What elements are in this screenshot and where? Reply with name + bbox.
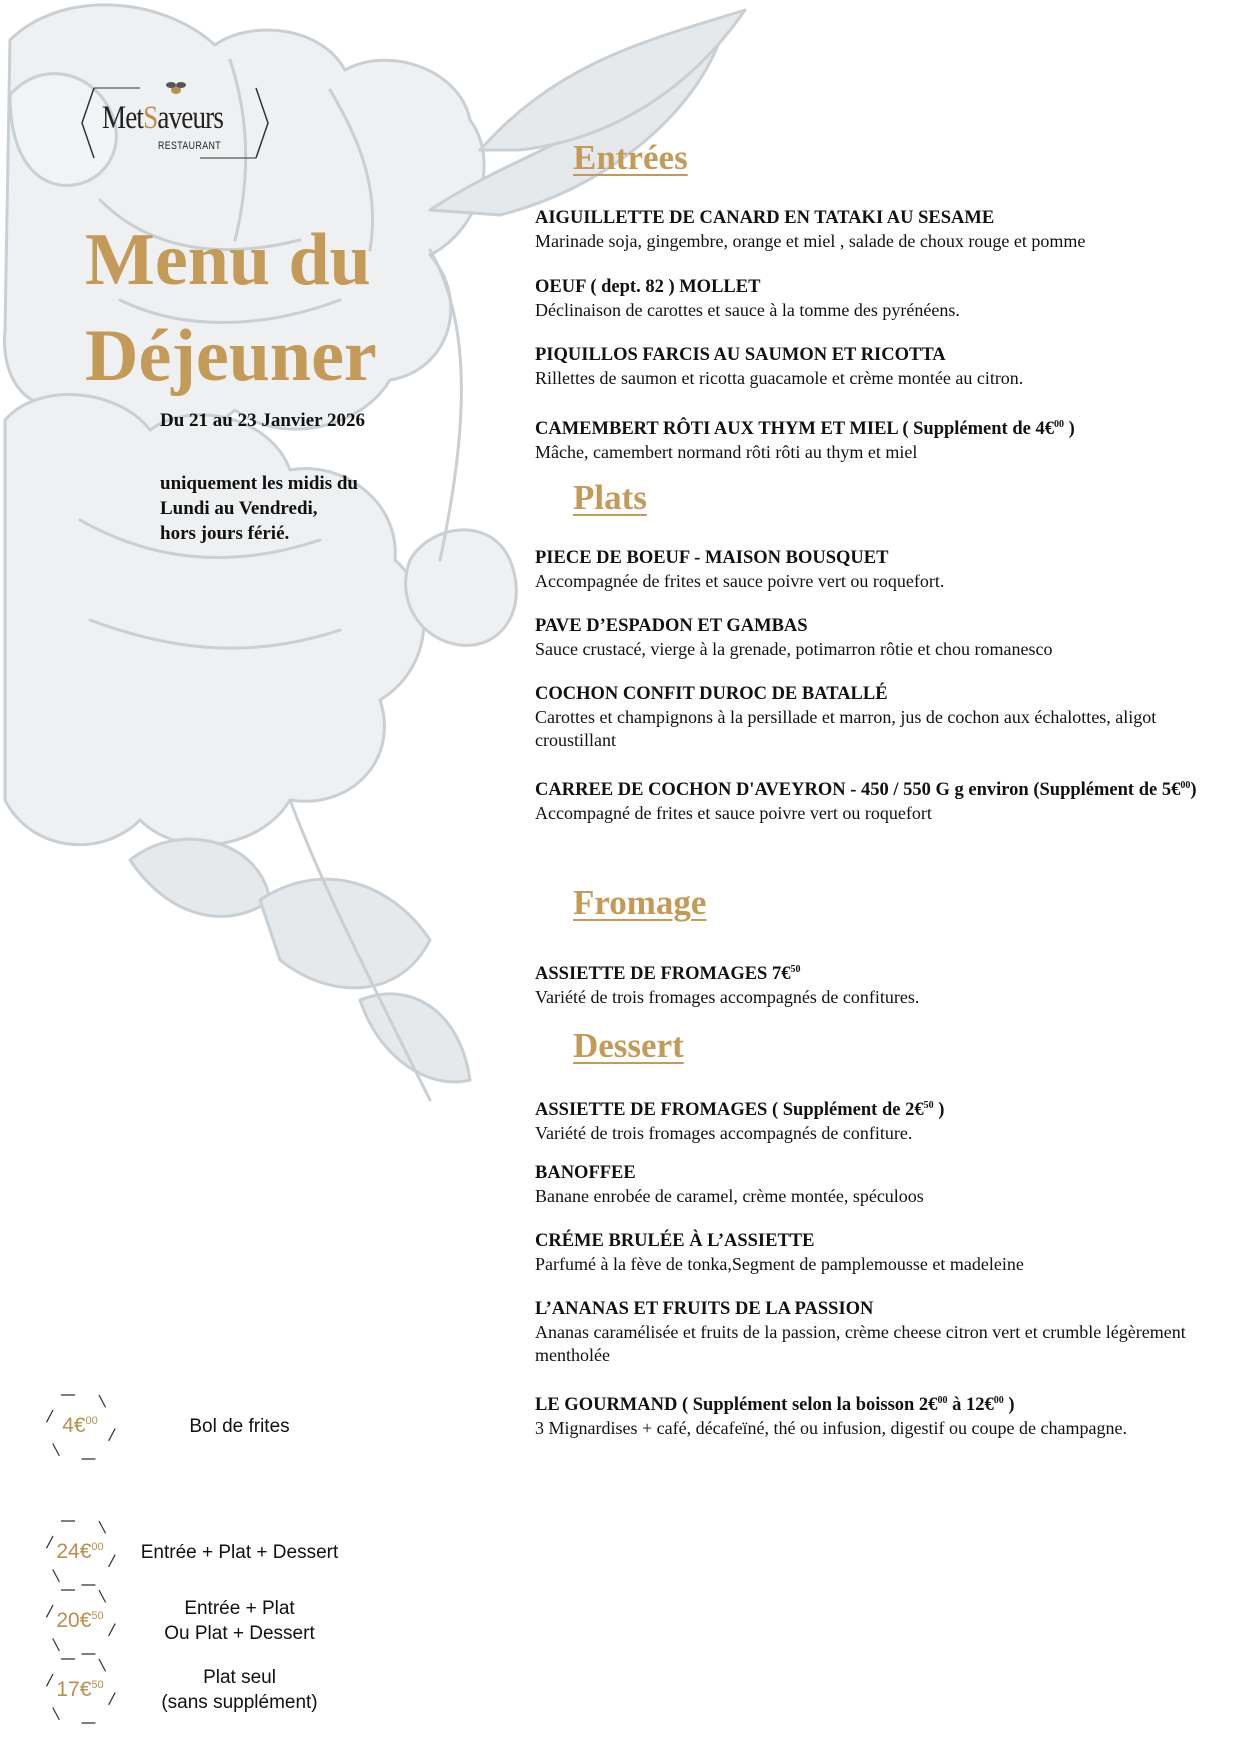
dish-name: CAMEMBERT RÔTI AUX THYM ET MIEL ( Supplément de 4€$^{00}$ ) (535, 419, 1075, 440)
dish-name: ASSIETTE DE FROMAGES 7€$^{50}$ (535, 964, 801, 985)
dish-name: L’ANANAS ET FRUITS DE LA PASSION (535, 1299, 874, 1319)
dish-name: LE GOURMAND ( Supplément selon la boisson 2€$^{00}$ à 12€$^{00}$ ) (535, 1395, 1015, 1416)
price-row-bol-frites (42, 1392, 382, 1462)
title-line-2: Déjeuner (85, 315, 377, 397)
menu-item (535, 1162, 1225, 1208)
menu-item (535, 344, 1225, 390)
section-title-entrees: Entrées (573, 138, 688, 177)
menu-item (535, 958, 1225, 1009)
restaurant-logo (80, 86, 270, 160)
section-title-fromage: Fromage (573, 883, 707, 922)
menu-item (535, 1230, 1225, 1276)
dish-name: CARREE DE COCHON D'AVEYRON - 450 / 550 G g environ (Supplément de 5€$^{00}$) (535, 780, 1197, 801)
dish-name: BANOFFEE (535, 1163, 636, 1183)
dish-description: Carottes et champignons à la persillade et marron, jus de cochon aux échalottes, aligot croustillant (535, 707, 1157, 750)
price-row-plat-seul (42, 1656, 382, 1726)
dish-description: Rillettes de saumon et ricotta guacamole et crème montée au citron. (535, 368, 1024, 388)
price-label: Entrée + Plat + Dessert (140, 1542, 339, 1563)
menu-item (535, 1094, 1225, 1145)
menu-item (535, 615, 1225, 661)
section-title-dessert: Dessert (573, 1026, 684, 1065)
menu-item (535, 1389, 1225, 1440)
menu-item (535, 774, 1225, 825)
title-line-1: Menu du (85, 219, 371, 301)
logo-subtitle: RESTAURANT (158, 140, 221, 152)
dish-name: PIECE DE BOEUF - MAISON BOUSQUET (535, 548, 889, 568)
price-label: Plat seul (sans supplément) (161, 1667, 318, 1713)
availability-line: hors jours férié. (160, 523, 290, 544)
dish-description: Variété de trois fromages accompagnés de confitures. (535, 987, 920, 1008)
dish-name: COCHON CONFIT DUROC DE BATALLÉ (535, 684, 888, 704)
price-value: 4€$^{00}$ (62, 1414, 98, 1437)
menu-item (535, 547, 1225, 593)
dish-description: Banane enrobée de caramel, crème montée, spéculoos (535, 1186, 924, 1206)
price-row-formule-deux (42, 1587, 382, 1657)
dish-name: ASSIETTE DE FROMAGES ( Supplément de 2€$^{50}$ ) (535, 1100, 945, 1121)
dish-name: CRÉME BRULÉE À L’ASSIETTE (535, 1231, 815, 1251)
availability-note (160, 471, 420, 546)
menu-item (535, 207, 1225, 253)
dish-description: Ananas caramélisée et fruits de la passion, crème cheese citron vert et crumble légèrement mentholée (535, 1322, 1186, 1365)
section-title-plats: Plats (573, 478, 647, 517)
page-title (85, 212, 377, 404)
logo-brand-name: MetSaveurs (102, 100, 224, 136)
dish-description: Sauce crustacé, vierge à la grenade, potimarron rôtie et chou romanesco (535, 639, 1053, 659)
dish-description: Variété de trois fromages accompagnés de confiture. (535, 1123, 913, 1144)
dish-description: Mâche, camembert normand rôti rôti au thym et miel (535, 442, 918, 463)
menu-item (535, 276, 1225, 322)
dish-description: Marinade soja, gingembre, orange et miel , salade de choux rouge et pomme (535, 231, 1086, 251)
price-row-formule-complete (42, 1518, 382, 1588)
price-value: 24€$^{00}$ (56, 1540, 104, 1563)
dish-name: AIGUILLETTE DE CANARD EN TATAKI AU SESAME (535, 208, 995, 228)
price-label: Entrée + Plat Ou Plat + Dessert (164, 1598, 315, 1644)
price-value: 20€$^{50}$ (56, 1609, 104, 1632)
dish-description: Parfumé à la fève de tonka,Segment de pamplemousse et madeleine (535, 1254, 1024, 1274)
menu-item (535, 1298, 1225, 1367)
price-label: Bol de frites (189, 1416, 290, 1437)
bee-icon (164, 80, 188, 96)
dish-description: Accompagné de frites et sauce poivre vert ou roquefort (535, 803, 932, 824)
availability-line: uniquement les midis du (160, 473, 358, 494)
dish-name: PIQUILLOS FARCIS AU SAUMON ET RICOTTA (535, 345, 946, 365)
menu-dates: Du 21 au 23 Janvier 2026 (160, 410, 365, 431)
dish-name: OEUF ( dept. 82 ) MOLLET (535, 277, 761, 297)
price-value: 17€$^{50}$ (56, 1678, 104, 1701)
dish-description: Déclinaison de carottes et sauce à la tomme des pyrénéens. (535, 300, 960, 320)
menu-item (535, 413, 1225, 464)
dish-description: Accompagnée de frites et sauce poivre vert ou roquefort. (535, 571, 945, 591)
dish-description: 3 Mignardises + café, décafeïné, thé ou infusion, digestif ou coupe de champagne. (535, 1418, 1127, 1439)
availability-line: Lundi au Vendredi, (160, 498, 318, 519)
menu-item (535, 683, 1225, 752)
dish-name: PAVE D’ESPADON ET GAMBAS (535, 616, 808, 636)
